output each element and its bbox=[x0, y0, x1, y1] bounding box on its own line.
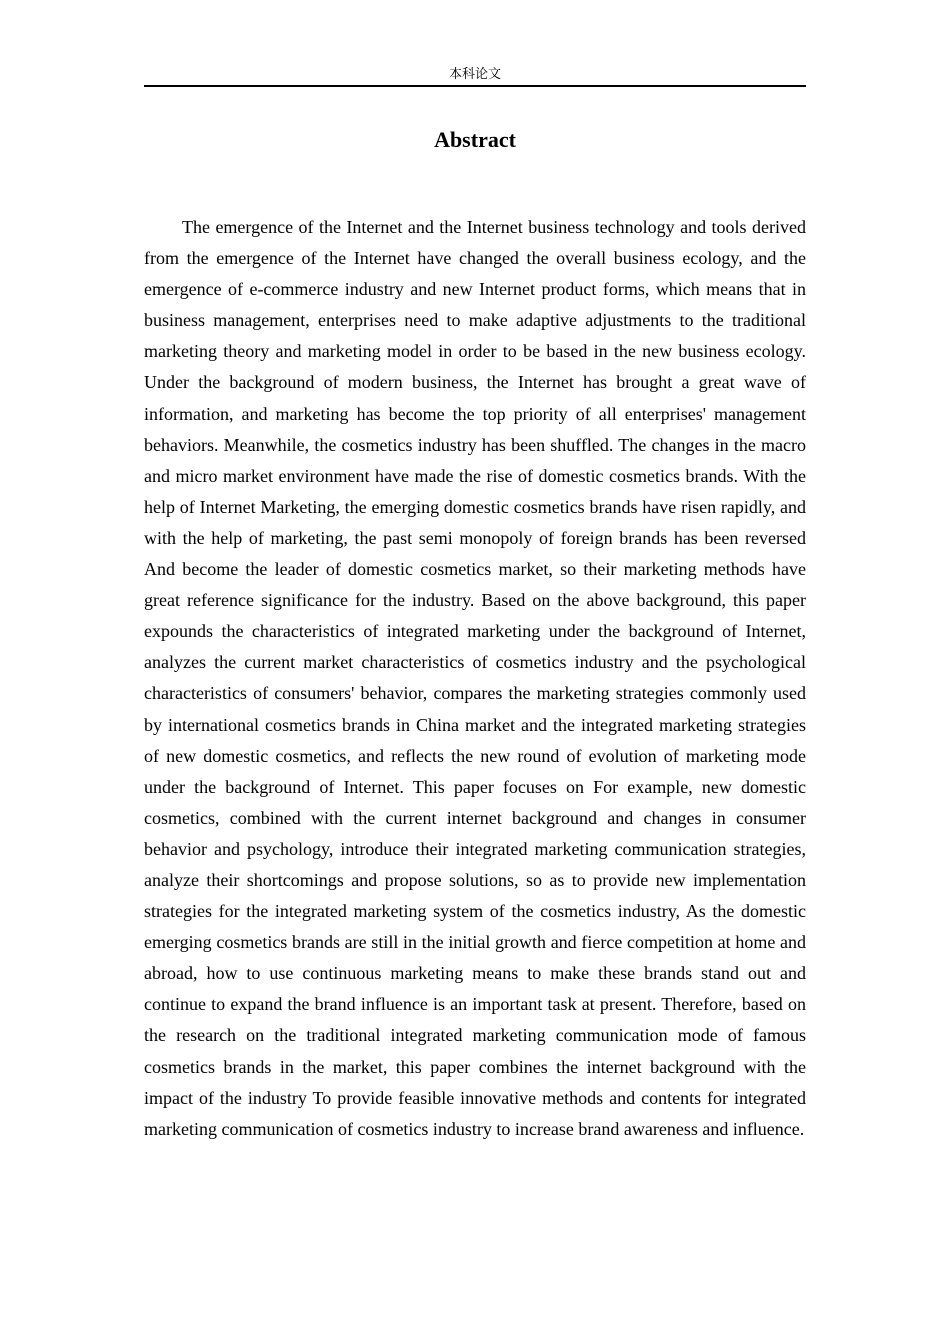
abstract-body: The emergence of the Internet and the Internet business technology and tools derived from the emergence of the Internet have changed the overall business ecology, and the emergence of e-commerce industry and new Internet product forms, which means that in business management, enterprises need to make adaptive adjustments to the traditional marketing theory and marketing model in order to be based in the new business ecology. Under the background of modern business, the Internet has brought a great wave of information, and marketing has become the top priority of all enterprises' management behaviors. Meanwhile, the cosmetics industry has been shuffled. The changes in the macro and micro market environment have made the rise of domestic cosmetics brands. With the help of Internet Marketing, the emerging domestic cosmetics brands have risen rapidly, and with the help of marketing, the past semi monopoly of foreign brands has been reversed And become the leader of domestic cosmetics market, so their marketing methods have great reference significance for the industry. Based on the above background, this paper expounds the characteristics of integrated marketing under the background of Internet, analyzes the current market characteristics of cosmetics industry and the psychological characteristics of consumers' behavior, compares the marketing strategies commonly used by international cosmetics brands in China market and the integrated marketing strategies of new domestic cosmetics, and reflects the new round of evolution of marketing mode under the background of Internet. This paper focuses on For example, new domestic cosmetics, combined with the current internet background and changes in consumer behavior and psychology, introduce their integrated marketing communication strategies, analyze their shortcomings and propose solutions, so as to provide new implementation strategies for the integrated marketing system of the cosmetics industry, As the domestic emerging cosmetics brands are still in the initial growth and fierce competition at home and abroad, how to use continuous marketing means to make these brands stand out and continue to expand the brand influence is an important task at present. Therefore, based on the research on the traditional integrated marketing communication mode of famous cosmetics brands in the market, this paper combines the internet background with the impact of the industry To provide feasible innovative methods and contents for integrated marketing communication of cosmetics industry to increase brand awareness and influence. bbox=[144, 217, 806, 1139]
running-header: 本科论文 bbox=[448, 67, 501, 82]
abstract-title: Abstract bbox=[434, 127, 516, 152]
header-divider bbox=[144, 85, 806, 87]
